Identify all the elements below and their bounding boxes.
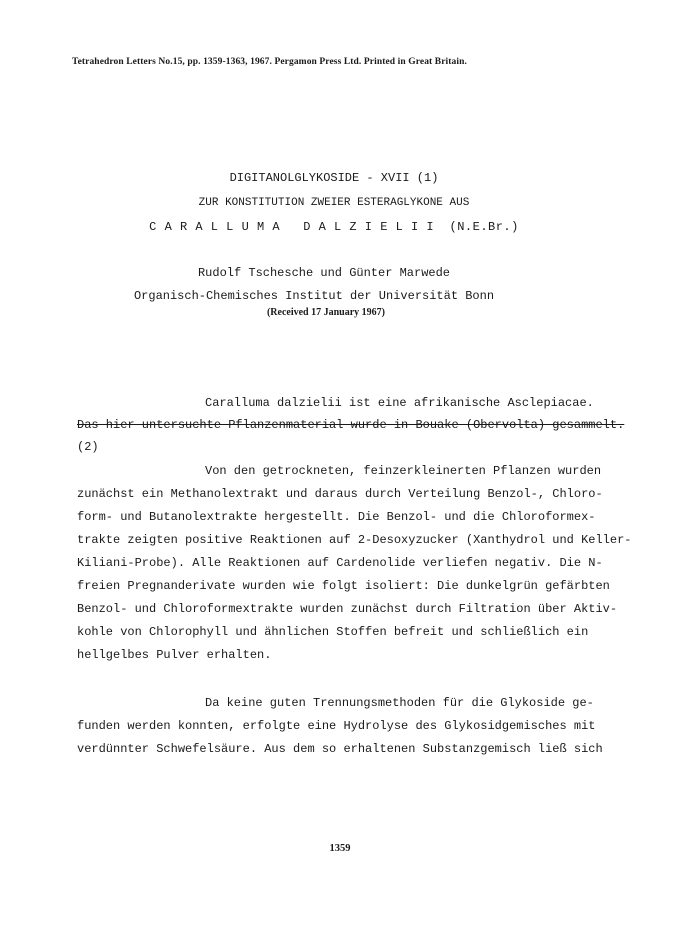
text-line: hellgelbes Pulver erhalten. (77, 648, 272, 662)
text-line: funden werden konnten, erfolgte eine Hydrolyse des Glykosidgemisches mit (77, 719, 596, 733)
received-date: (Received 17 January 1967) (266, 307, 386, 318)
text-line: verdünnter Schwefelsäure. Aus dem so erhaltenen Substanzgemisch ließ sich (77, 742, 603, 756)
text-line: zunächst ein Methanolextrakt und daraus durch Verteilung Benzol-, Chloro- (77, 487, 603, 501)
text-line: Kiliani-Probe). Alle Reaktionen auf Cardenolide verliefen negativ. Die N- (77, 556, 603, 570)
text-line: Von den getrockneten, feinzerkleinerten Pflanzen wurden (205, 464, 602, 478)
paragraph-hydrolysis (77, 692, 617, 761)
text-line: Das hier untersuchte Pflanzenmaterial wurde in Bouake (Obervolta) gesammelt. (77, 418, 625, 432)
text-line: freien Pregnanderivate wurden wie folgt isoliert: Die dunkelgrün gefärbten (77, 579, 610, 593)
journal-header: Tetrahedron Letters No.15, pp. 1359-1363, 1967. Pergamon Press Ltd. Printed in Great Britain. (72, 57, 467, 67)
text-line: form- und Butanolextrakte hergestellt. Die Benzol- und die Chloroformex- (77, 510, 596, 524)
text-line: (2) (77, 440, 99, 454)
text-line: Da keine guten Trennungsmethoden für die Glykoside ge- (205, 696, 594, 710)
institute: Organisch-Chemisches Institut der Universität Bonn (133, 289, 495, 303)
text-line: Caralluma dalzielii ist eine afrikanische Asclepiacae. (205, 396, 594, 410)
article-species: C A R A L L U M A D A L Z I E L I I (N.E.Br.) (149, 220, 519, 234)
text-line: kohle von Chlorophyll und ähnlichen Stoffen befreit und schließlich ein (77, 625, 589, 639)
page-number: 1359 (329, 843, 351, 854)
text-line: trakte zeigten positive Reaktionen auf 2-Desoxyzucker (Xanthydrol und Keller- (77, 533, 632, 547)
article-subtitle: ZUR KONSTITUTION ZWEIER ESTERAGLYKONE AUS (198, 197, 470, 209)
paragraph-extraction (77, 460, 632, 667)
paragraph-intro (77, 392, 625, 459)
authors: Rudolf Tschesche und Günter Marwede (197, 266, 451, 280)
text-line: Benzol- und Chloroformextrakte wurden zunächst durch Filtration über Aktiv- (77, 602, 618, 616)
article-title: DIGITANOLGLYKOSIDE - XVII (1) (229, 171, 439, 185)
